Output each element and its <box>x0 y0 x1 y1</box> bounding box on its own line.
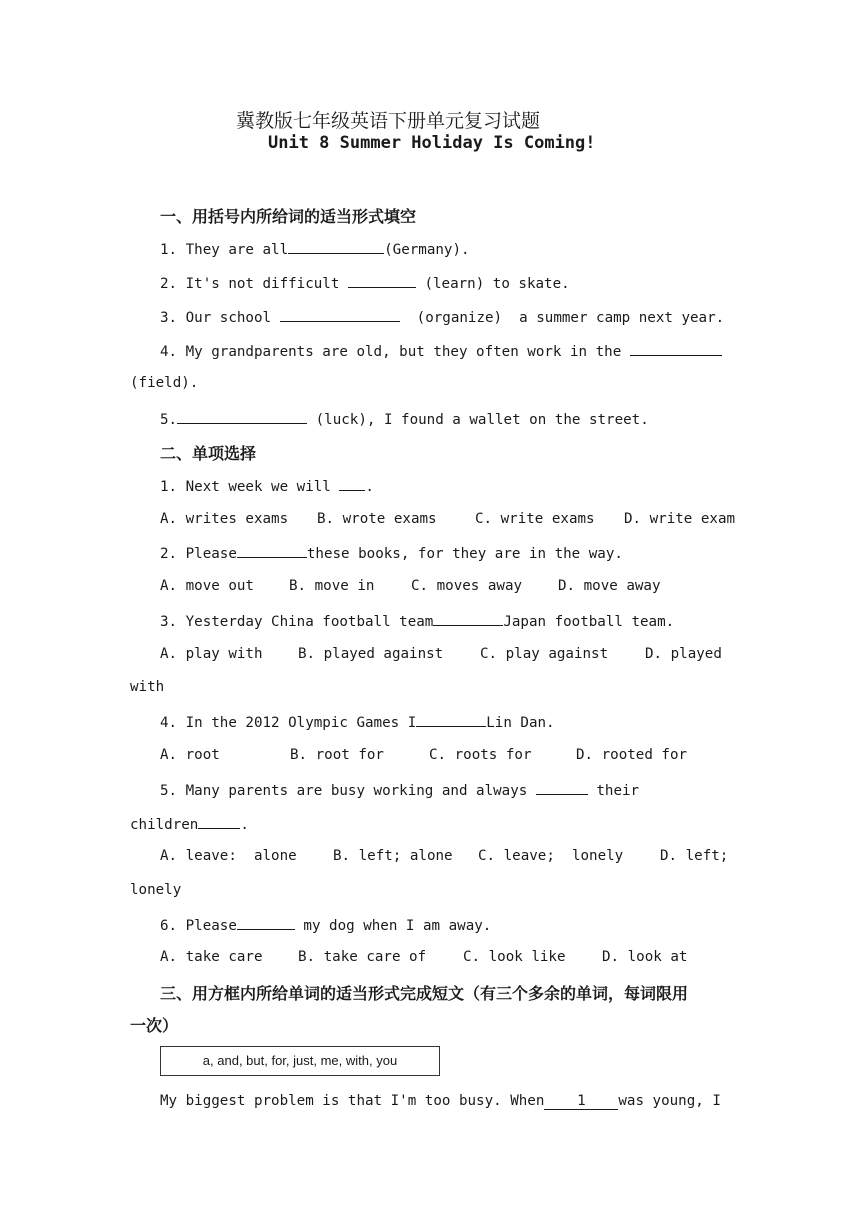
s1-question-3: 3. Our school (organize) a summer camp next year. <box>160 310 725 326</box>
s2-q1-option-d[interactable]: D. write exam <box>624 511 736 527</box>
section3-heading: 三、用方框内所给单词的适当形式完成短文（有三个多余的单词，每词限用 <box>160 984 689 1003</box>
answer-blank[interactable] <box>177 410 307 424</box>
answer-blank[interactable] <box>348 274 416 288</box>
s2-question-5: 5. Many parents are busy working and always their <box>160 783 640 799</box>
s2-q6-option-d[interactable]: D. look at <box>602 949 688 965</box>
s1-question-4-wrap: (field). <box>130 375 199 391</box>
s2-question-6: 6. Please my dog when I am away. <box>160 918 492 934</box>
s2-question-5-wrap: children . <box>130 817 249 833</box>
answer-blank[interactable] <box>280 308 400 322</box>
answer-blank[interactable] <box>630 342 722 356</box>
answer-blank[interactable] <box>416 713 486 727</box>
s2-question-2: 2. Please these books, for they are in the way. <box>160 546 623 562</box>
s2-q4-option-a[interactable]: A. root <box>160 747 220 763</box>
s2-q5-option-d-wrap: lonely <box>130 882 182 898</box>
s2-q1-option-a[interactable]: A. writes exams <box>160 511 289 527</box>
s2-q3-option-c[interactable]: C. play against <box>480 646 609 662</box>
answer-blank[interactable] <box>536 781 588 795</box>
s2-q5-option-b[interactable]: B. left; alone <box>333 848 453 864</box>
s2-question-1: 1. Next week we will . <box>160 479 374 495</box>
s1-question-2: 2. It's not difficult (learn) to skate. <box>160 276 570 292</box>
answer-blank[interactable] <box>288 240 384 254</box>
s2-q5-option-d[interactable]: D. left; <box>660 848 729 864</box>
s2-q4-option-c[interactable]: C. roots for <box>429 747 532 763</box>
answer-blank[interactable] <box>237 916 295 930</box>
s2-q1-option-c[interactable]: C. write exams <box>475 511 595 527</box>
unit-title: Unit 8 Summer Holiday Is Coming! <box>268 133 596 153</box>
s2-q3-option-b[interactable]: B. played against <box>298 646 444 662</box>
answer-blank[interactable] <box>433 612 503 626</box>
s2-q1-option-b[interactable]: B. wrote exams <box>317 511 437 527</box>
answer-blank[interactable] <box>198 815 240 829</box>
passage-line: My biggest problem is that I'm too busy. When 1 was young, I <box>160 1093 721 1109</box>
s2-q2-option-c[interactable]: C. moves away <box>411 578 523 594</box>
s2-q2-option-d[interactable]: D. move away <box>558 578 661 594</box>
s2-question-3: 3. Yesterday China football team Japan football team. <box>160 614 675 630</box>
s2-q4-option-d[interactable]: D. rooted for <box>576 747 688 763</box>
s1-question-4: 4. My grandparents are old, but they often work in the <box>160 342 722 360</box>
s1-question-5: 5. (luck), I found a wallet on the street. <box>160 412 649 428</box>
s2-q6-option-a[interactable]: A. take care <box>160 949 263 965</box>
s2-q5-option-c[interactable]: C. leave; lonely <box>478 848 624 864</box>
s2-q5-option-a[interactable]: A. leave: alone <box>160 848 297 864</box>
s2-q3-option-a[interactable]: A. play with <box>160 646 263 662</box>
s1-question-1: 1. They are all (Germany). <box>160 242 470 258</box>
section3-heading-wrap: 一次） <box>130 1016 179 1035</box>
section1-heading: 一、用括号内所给词的适当形式填空 <box>160 207 417 226</box>
s2-q3-option-d[interactable]: D. played <box>645 646 722 662</box>
answer-blank[interactable] <box>339 477 365 491</box>
s2-q3-option-d-wrap: with <box>130 679 165 695</box>
s2-q2-option-b[interactable]: B. move in <box>289 578 375 594</box>
s2-q4-option-b[interactable]: B. root for <box>290 747 384 763</box>
word-box: a, and, but, for, just, me, with, you <box>160 1046 440 1076</box>
s2-q6-option-b[interactable]: B. take care of <box>298 949 427 965</box>
answer-blank[interactable] <box>237 544 307 558</box>
section2-heading: 二、单项选择 <box>160 444 257 463</box>
s2-question-4: 4. In the 2012 Olympic Games I Lin Dan. <box>160 715 555 731</box>
s2-q2-option-a[interactable]: A. move out <box>160 578 254 594</box>
numbered-blank[interactable]: 1 <box>544 1093 618 1110</box>
page-title: 冀教版七年级英语下册单元复习试题 <box>236 110 541 132</box>
s2-q6-option-c[interactable]: C. look like <box>463 949 566 965</box>
